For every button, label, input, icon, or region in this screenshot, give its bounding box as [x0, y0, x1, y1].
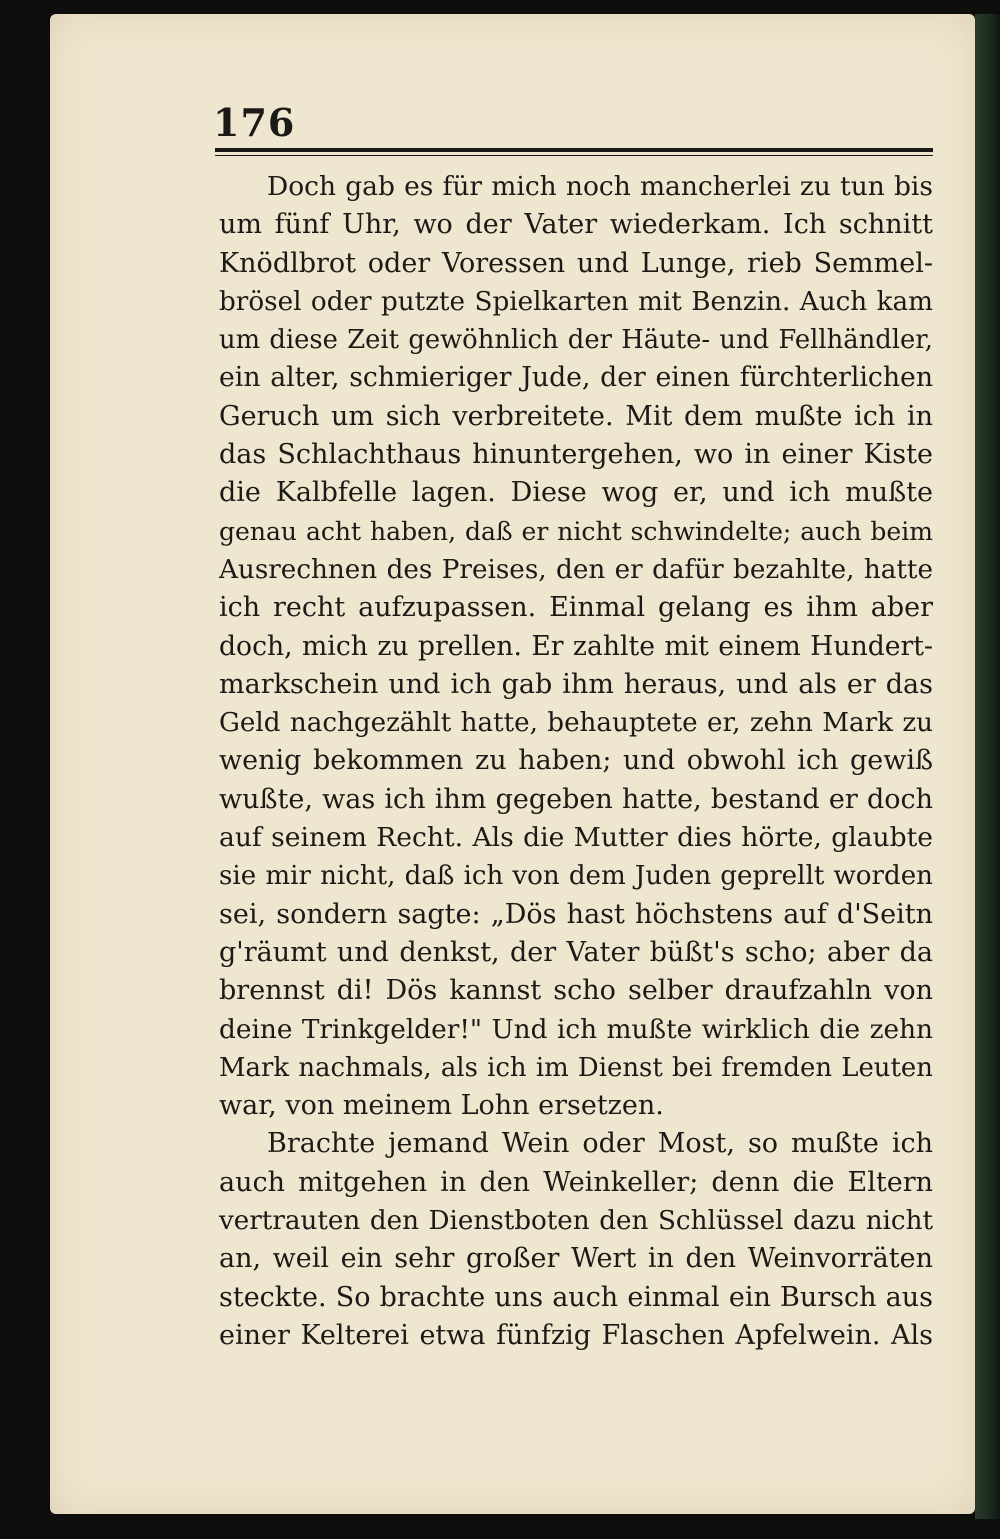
text-line: Geld nachgezählt hatte, behauptete er, zehn Mark zu: [219, 708, 933, 739]
text-line: auch mitgehen in den Weinkeller; denn die Eltern: [219, 1166, 933, 1198]
paragraph-1: [219, 168, 933, 1125]
body-text: [219, 168, 933, 1355]
text-line: wenig bekommen zu haben; und obwohl ich gewiß: [219, 745, 933, 777]
text-line: Doch gab es für mich noch mancherlei zu tun bis: [267, 171, 933, 202]
text-line: wußte, was ich ihm gegeben hatte, bestand er doch: [219, 783, 933, 815]
text-line: die Kalbfelle lagen. Diese wog er, und ich mußte: [219, 477, 933, 509]
text-line: markschein und ich gab ihm heraus, und als er das: [219, 668, 933, 700]
text-line: vertrauten den Dienstboten den Schlüssel dazu nicht: [219, 1206, 933, 1237]
text-line: um fünf Uhr, wo der Vater wiederkam. Ich schnitt: [219, 209, 933, 241]
text-line: Mark nachmals, als ich im Dienst bei fremden Leuten: [219, 1052, 933, 1083]
text-line: um diese Zeit gewöhnlich der Häute- und Fellhändler,: [219, 325, 933, 356]
text-line: sie mir nicht, daß ich von dem Juden geprellt worden: [219, 861, 933, 892]
text-line: genau acht haben, daß er nicht schwindelte; auch beim: [219, 516, 933, 546]
text-line: brennst di! Dös kannst scho selber draufzahln von: [219, 975, 933, 1007]
text-line: Ausrechnen des Preises, den er dafür bezahlte, hatte: [219, 554, 933, 585]
paragraph-2: [219, 1125, 933, 1355]
text-line: ich recht aufzupassen. Einmal gelang es ihm aber: [219, 592, 933, 624]
text-line: Geruch um sich verbreitete. Mit dem mußte ich in: [219, 400, 933, 432]
text-line: Brachte jemand Wein oder Most, so mußte ich: [267, 1128, 933, 1160]
text-line: auf seinem Recht. Als die Mutter dies hörte, glaubte: [219, 822, 933, 854]
text-line: ein alter, schmieriger Jude, der einen fürchterlichen: [219, 362, 933, 394]
text-line: einer Kelterei etwa fünfzig Flaschen Apfelwein. Als: [219, 1319, 933, 1351]
text-line: an, weil ein sehr großer Wert in den Weinvorräten: [219, 1243, 933, 1275]
text-line: sei, sondern sagte: „Dös hast höchstens auf d'Seitn: [219, 898, 933, 930]
text-line: das Schlachthaus hinuntergehen, wo in einer Kiste: [219, 439, 933, 471]
book-spine-edge: [975, 14, 1000, 1519]
text-line: g'räumt und denkst, der Vater büßt's scho; aber da: [219, 936, 933, 968]
text-line: brösel oder putzte Spielkarten mit Benzin. Auch kam: [219, 286, 933, 317]
header-rule-thin: [215, 155, 933, 156]
text-line: deine Trinkgelder!" Und ich mußte wirklich die zehn: [219, 1014, 933, 1045]
text-line: doch, mich zu prellen. Er zahlte mit einem Hundert-: [219, 630, 933, 662]
text-line: war, von meinem Lohn ersetzen.: [219, 1090, 664, 1122]
header-rule-thick: [215, 148, 933, 152]
text-line: Knödlbrot oder Voressen und Lunge, rieb Semmel-: [219, 247, 933, 279]
text-line: steckte. So brachte uns auch einmal ein Bursch aus: [219, 1281, 933, 1313]
page-number: 176: [213, 100, 296, 145]
